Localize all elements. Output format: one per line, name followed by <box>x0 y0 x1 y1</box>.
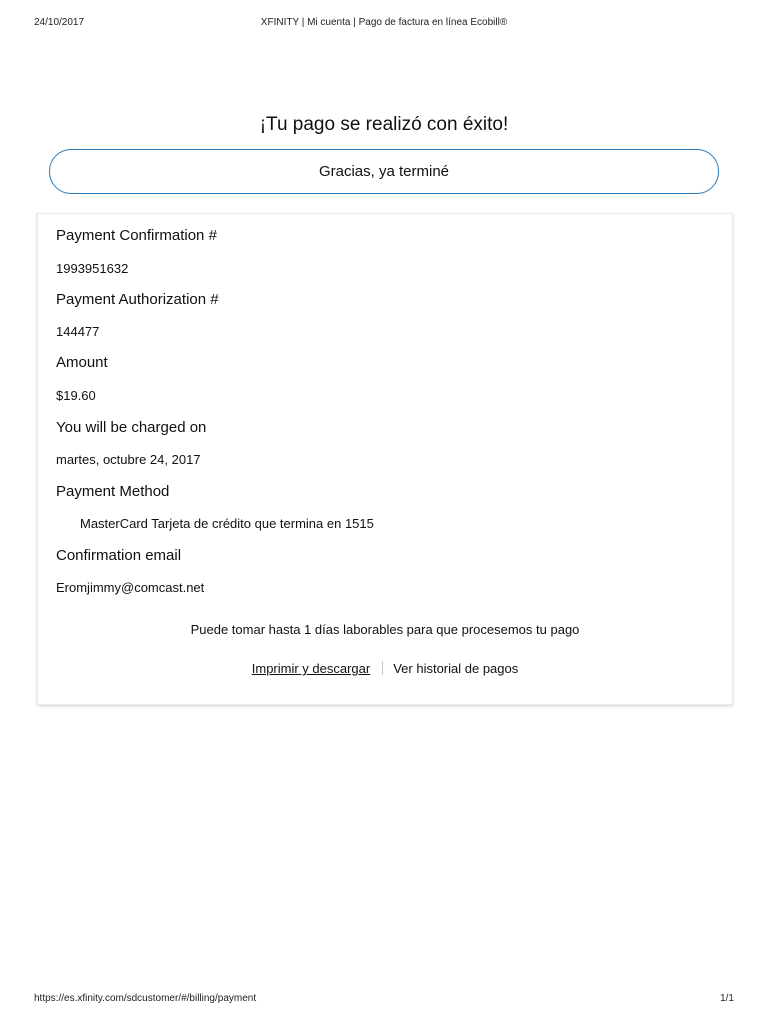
payment-details-card <box>37 213 733 705</box>
confirmation-number-label: Payment Confirmation # <box>56 227 217 244</box>
print-page-title: XFINITY | Mi cuenta | Pago de factura en línea Ecobill® <box>260 17 508 28</box>
authorization-number-label: Payment Authorization # <box>56 291 219 308</box>
action-links <box>38 661 732 676</box>
confirmation-email-value: Eromjimmy@comcast.net <box>56 580 205 595</box>
link-divider <box>382 661 383 675</box>
success-heading: ¡Tu pago se realizó con éxito! <box>259 114 509 135</box>
amount-label: Amount <box>56 354 108 371</box>
print-date: 24/10/2017 <box>34 17 85 28</box>
authorization-number-value: 144477 <box>56 324 100 339</box>
print-page-number: 1/1 <box>720 993 734 1004</box>
charge-date-value: martes, octubre 24, 2017 <box>56 452 201 467</box>
print-footer <box>0 993 768 1007</box>
print-header <box>0 17 768 31</box>
print-url: https://es.xfinity.com/sdcustomer/#/billing/payment <box>34 993 257 1004</box>
confirmation-email-label: Confirmation email <box>56 547 182 564</box>
print-download-link[interactable]: Imprimir y descargar <box>251 661 371 676</box>
payment-history-link[interactable]: Ver historial de pagos <box>393 661 519 676</box>
done-button[interactable]: Gracias, ya terminé <box>49 149 719 194</box>
payment-method-label: Payment Method <box>56 483 170 500</box>
charge-date-label: You will be charged on <box>56 419 207 436</box>
payment-method-value: MasterCard Tarjeta de crédito que termina en 1515 <box>80 516 374 531</box>
processing-note: Puede tomar hasta 1 días laborables para que procesemos tu pago <box>190 622 580 637</box>
confirmation-number-value: 1993951632 <box>56 261 129 276</box>
amount-value: $19.60 <box>56 388 96 403</box>
